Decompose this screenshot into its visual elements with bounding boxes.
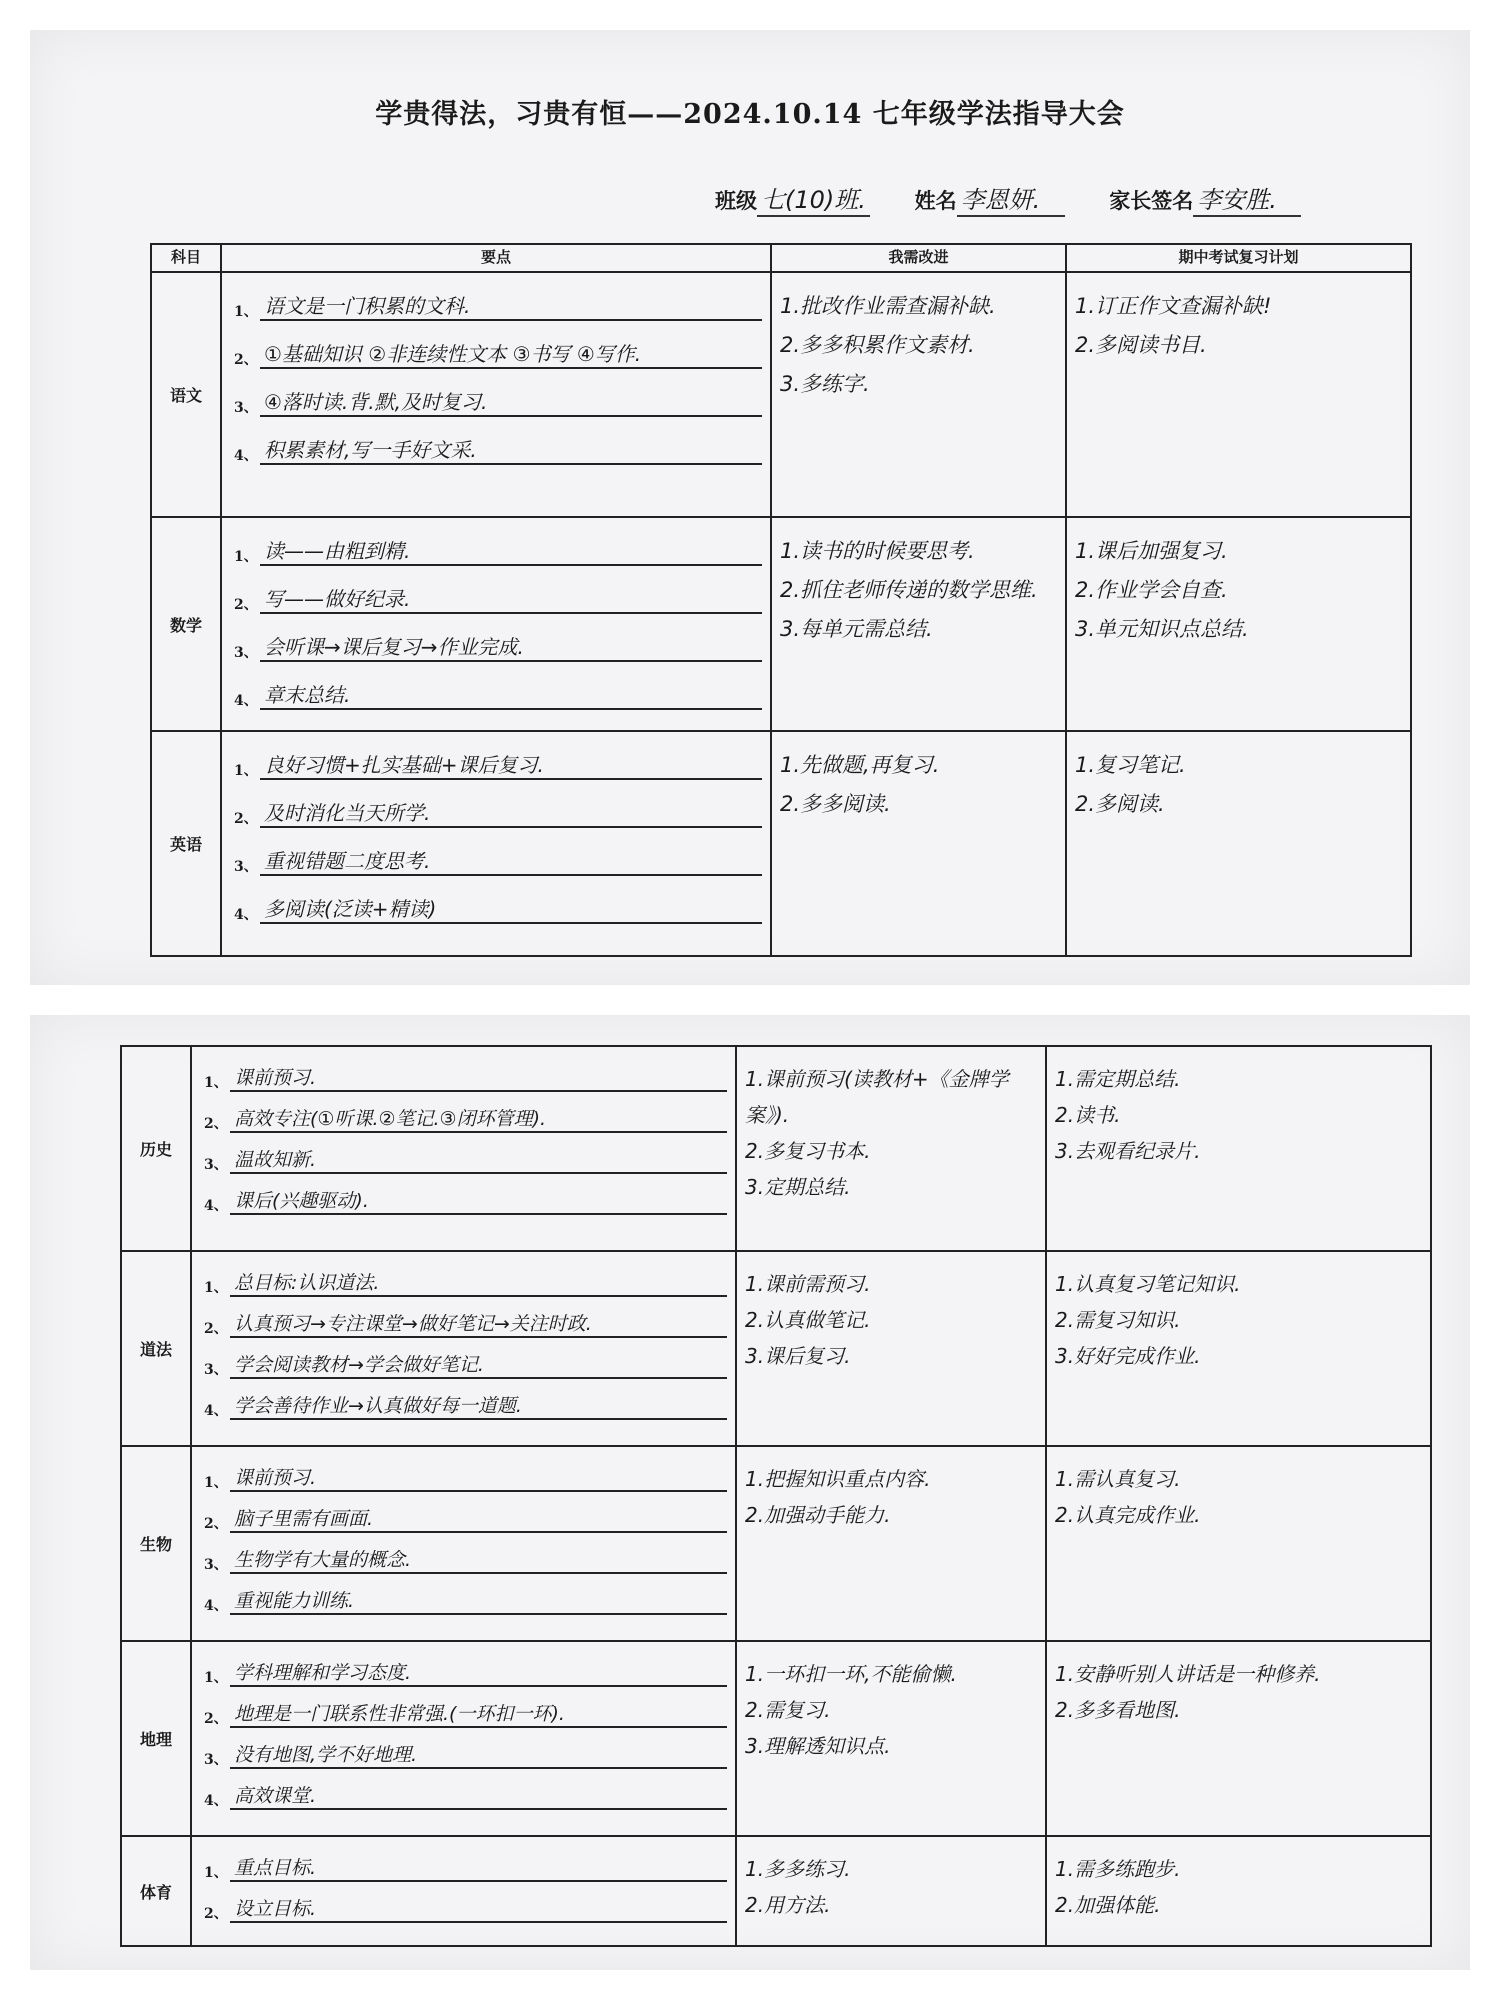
point-number: 3、 (204, 1752, 228, 1768)
signature-label: 家长签名 (1109, 188, 1194, 213)
point-number: 2、 (204, 1516, 228, 1532)
improve-cell (736, 1251, 1046, 1446)
point-item (204, 1307, 727, 1338)
point-text: 章末总结. (260, 679, 762, 710)
subject-cell: 语文 (151, 272, 221, 517)
signature-field (1109, 180, 1301, 217)
subject-cell: 道法 (121, 1251, 191, 1446)
point-item (234, 383, 762, 417)
point-text: 多阅读(泛读+精读) (260, 893, 762, 924)
point-number: 3、 (234, 400, 258, 416)
point-item (234, 676, 762, 710)
point-number: 4、 (204, 1793, 228, 1809)
improve-line: 2.多多阅读. (780, 791, 891, 816)
point-item (204, 1584, 727, 1615)
point-text: 课前预习. (230, 1063, 727, 1092)
point-number: 2、 (204, 1116, 228, 1132)
points-cell (221, 517, 771, 731)
point-text: 没有地图,学不好地理. (230, 1740, 727, 1769)
name-field (915, 180, 1065, 217)
points-cell (191, 1046, 736, 1251)
point-text: 语文是一门积累的文科. (260, 290, 762, 321)
point-number: 3、 (204, 1362, 228, 1378)
improve-line: 1.先做题,再复习. (780, 753, 940, 777)
point-number: 4、 (234, 693, 258, 709)
header-points: 要点 (221, 244, 771, 272)
point-item (234, 890, 762, 924)
header-improve: 我需改进 (771, 244, 1066, 272)
plan-cell (1046, 1446, 1431, 1641)
point-item (234, 431, 762, 465)
improve-line: 1.把握知识重点内容. (745, 1467, 931, 1491)
signature-value: 李安胜. (1193, 180, 1301, 217)
header-plan: 期中考试复习计划 (1066, 244, 1411, 272)
point-text: 重视能力训练. (230, 1586, 727, 1615)
improve-cell (736, 1641, 1046, 1836)
plan-line: 1.安静听别人讲话是一种修养. (1055, 1662, 1321, 1686)
point-number: 4、 (234, 448, 258, 464)
point-number: 4、 (234, 907, 258, 923)
point-text: 重视错题二度思考. (260, 845, 762, 876)
point-text: 学会阅读教材→学会做好笔记. (230, 1350, 727, 1379)
point-text: 良好习惯+扎实基础+课后复习. (260, 749, 762, 780)
point-text: 积累素材,写一手好文采. (260, 434, 762, 465)
point-item (234, 794, 762, 828)
study-table-upper (150, 243, 1412, 957)
subject-cell: 生物 (121, 1446, 191, 1641)
plan-line: 2.作业学会自查. (1075, 577, 1228, 602)
plan-cell (1066, 517, 1411, 731)
subject-cell: 历史 (121, 1046, 191, 1251)
improve-line: 3.定期总结. (745, 1175, 851, 1199)
subject-cell: 体育 (121, 1836, 191, 1946)
point-item (234, 746, 762, 780)
point-text: 总目标:认识道法. (230, 1268, 727, 1297)
lower-page (30, 1015, 1470, 1970)
improve-line: 2.用方法. (745, 1893, 831, 1917)
improve-line: 2.认真做笔记. (745, 1308, 871, 1332)
upper-page (30, 30, 1470, 985)
table-row (121, 1251, 1431, 1446)
point-item (234, 335, 762, 369)
point-number: 2、 (234, 352, 258, 368)
table-body-lower (121, 1046, 1431, 1946)
plan-cell (1046, 1836, 1431, 1946)
improve-cell (771, 272, 1066, 517)
point-text: 写——做好纪录. (260, 583, 762, 614)
plan-line: 1.需认真复习. (1055, 1467, 1181, 1491)
point-text: 地理是一门联系性非常强.(一环扣一环). (230, 1699, 727, 1728)
point-item (204, 1102, 727, 1133)
point-text: 读——由粗到精. (260, 535, 762, 566)
point-item (204, 1461, 727, 1492)
plan-cell (1046, 1641, 1431, 1836)
point-item (234, 287, 762, 321)
improve-line: 2.多复习书本. (745, 1139, 871, 1163)
points-cell (221, 731, 771, 956)
table-row (151, 517, 1411, 731)
plan-cell (1066, 272, 1411, 517)
point-number: 1、 (204, 1670, 228, 1686)
plan-cell (1046, 1251, 1431, 1446)
point-number: 1、 (204, 1075, 228, 1091)
point-item (234, 532, 762, 566)
point-number: 3、 (204, 1157, 228, 1173)
plan-line: 1.需多练跑步. (1055, 1857, 1181, 1881)
point-item (204, 1738, 727, 1769)
plan-line: 1.订正作文查漏补缺! (1075, 294, 1272, 318)
point-item (234, 842, 762, 876)
point-item (204, 1266, 727, 1297)
table-body-upper (151, 272, 1411, 956)
point-number: 1、 (204, 1475, 228, 1491)
table-row (121, 1046, 1431, 1251)
class-label: 班级 (715, 188, 757, 213)
improve-line: 1.一环扣一环,不能偷懒. (745, 1662, 957, 1686)
plan-line: 2.读书. (1055, 1103, 1121, 1127)
improve-line: 2.抓住老师传递的数学思维. (780, 577, 1038, 602)
point-number: 1、 (204, 1280, 228, 1296)
improve-line: 3.理解透知识点. (745, 1734, 891, 1758)
point-text: 生物学有大量的概念. (230, 1545, 727, 1574)
point-number: 2、 (234, 811, 258, 827)
point-item (204, 1061, 727, 1092)
plan-line: 3.单元知识点总结. (1075, 616, 1249, 641)
class-value: 七(10)班. (757, 180, 870, 217)
point-number: 2、 (204, 1711, 228, 1727)
name-value: 李恩妍. (957, 180, 1065, 217)
point-text: 认真预习→专注课堂→做好笔记→关注时政. (230, 1309, 727, 1338)
point-item (204, 1502, 727, 1533)
point-number: 3、 (204, 1557, 228, 1573)
table-header (151, 244, 1411, 272)
improve-line: 3.多练字. (780, 371, 870, 396)
point-text: 高效专注(①听课.②笔记.③闭环管理). (230, 1104, 727, 1133)
point-item (234, 628, 762, 662)
student-info (715, 180, 1339, 217)
name-label: 姓名 (914, 188, 957, 213)
point-text: 学会善待作业→认真做好每一道题. (230, 1391, 727, 1420)
point-item (204, 1543, 727, 1574)
table-row (121, 1641, 1431, 1836)
table-row (121, 1836, 1431, 1946)
plan-cell (1046, 1046, 1431, 1251)
improve-cell (771, 731, 1066, 956)
point-item (204, 1389, 727, 1420)
plan-line: 3.去观看纪录片. (1055, 1139, 1201, 1163)
plan-line: 3.好好完成作业. (1055, 1344, 1201, 1368)
point-number: 4、 (204, 1598, 228, 1614)
improve-line: 1.批改作业需查漏补缺. (780, 294, 996, 318)
point-number: 3、 (234, 645, 258, 661)
improve-cell (736, 1046, 1046, 1251)
point-item (204, 1851, 727, 1882)
point-item (204, 1143, 727, 1174)
point-number: 2、 (204, 1906, 228, 1922)
point-item (204, 1184, 727, 1215)
plan-line: 2.多阅读. (1075, 791, 1165, 816)
plan-line: 1.需定期总结. (1055, 1067, 1181, 1091)
improve-cell (736, 1836, 1046, 1946)
point-text: ④落时读.背.默,及时复习. (260, 386, 762, 417)
point-number: 4、 (204, 1198, 228, 1214)
plan-line: 2.多阅读书目. (1075, 332, 1207, 357)
point-text: 设立目标. (230, 1894, 727, 1923)
points-cell (191, 1446, 736, 1641)
point-item (204, 1892, 727, 1923)
point-text: 会听课→课后复习→作业完成. (260, 631, 762, 662)
improve-line: 1.多多练习. (745, 1857, 851, 1881)
subject-cell: 英语 (151, 731, 221, 956)
class-field (715, 180, 870, 217)
plan-line: 1.认真复习笔记知识. (1055, 1272, 1241, 1296)
point-text: 温故知新. (230, 1145, 727, 1174)
plan-cell (1066, 731, 1411, 956)
table-row (151, 731, 1411, 956)
point-text: 课后(兴趣驱动). (230, 1186, 727, 1215)
improve-line: 2.多多积累作文素材. (780, 332, 975, 357)
table-row (121, 1446, 1431, 1641)
improve-cell (771, 517, 1066, 731)
point-text: 脑子里需有画面. (230, 1504, 727, 1533)
point-number: 4、 (204, 1403, 228, 1419)
study-table-lower (120, 1045, 1432, 1947)
plan-line: 2.加强体能. (1055, 1893, 1161, 1917)
point-text: 高效课堂. (230, 1781, 727, 1810)
table-row (151, 272, 1411, 517)
plan-line: 2.多多看地图. (1055, 1698, 1181, 1722)
improve-line: 2.加强动手能力. (745, 1503, 891, 1527)
point-text: 重点目标. (230, 1853, 727, 1882)
page-title: 学贵得法，习贵有恒——2024.10.14 七年级学法指导大会 (375, 99, 1125, 130)
improve-line: 1.读书的时候要思考. (780, 539, 975, 563)
point-item (204, 1348, 727, 1379)
point-number: 2、 (204, 1321, 228, 1337)
points-cell (191, 1836, 736, 1946)
improve-line: 2.需复习. (745, 1698, 831, 1722)
point-text: 学科理解和学习态度. (230, 1658, 727, 1687)
point-item (204, 1697, 727, 1728)
improve-line: 1.课前需预习. (745, 1272, 871, 1296)
improve-cell (736, 1446, 1046, 1641)
points-cell (221, 272, 771, 517)
subject-cell: 地理 (121, 1641, 191, 1836)
point-number: 1、 (234, 549, 258, 565)
subject-cell: 数学 (151, 517, 221, 731)
points-cell (191, 1641, 736, 1836)
point-text: ①基础知识 ②非连续性文本 ③书写 ④写作. (260, 338, 762, 369)
point-item (204, 1656, 727, 1687)
point-number: 1、 (204, 1865, 228, 1881)
point-item (204, 1779, 727, 1810)
plan-line: 2.认真完成作业. (1055, 1503, 1201, 1527)
point-number: 1、 (234, 304, 258, 320)
point-text: 及时消化当天所学. (260, 797, 762, 828)
plan-line: 1.课后加强复习. (1075, 539, 1228, 563)
improve-line: 3.课后复习. (745, 1344, 851, 1368)
plan-line: 1.复习笔记. (1075, 753, 1186, 777)
improve-line: 1.课前预习(读教材+《金牌学案》). (745, 1067, 1009, 1127)
point-number: 1、 (234, 763, 258, 779)
point-item (234, 580, 762, 614)
point-number: 3、 (234, 859, 258, 875)
point-text: 课前预习. (230, 1463, 727, 1492)
plan-line: 2.需复习知识. (1055, 1308, 1181, 1332)
point-number: 2、 (234, 597, 258, 613)
points-cell (191, 1251, 736, 1446)
improve-line: 3.每单元需总结. (780, 616, 933, 641)
header-subject: 科目 (151, 244, 221, 272)
